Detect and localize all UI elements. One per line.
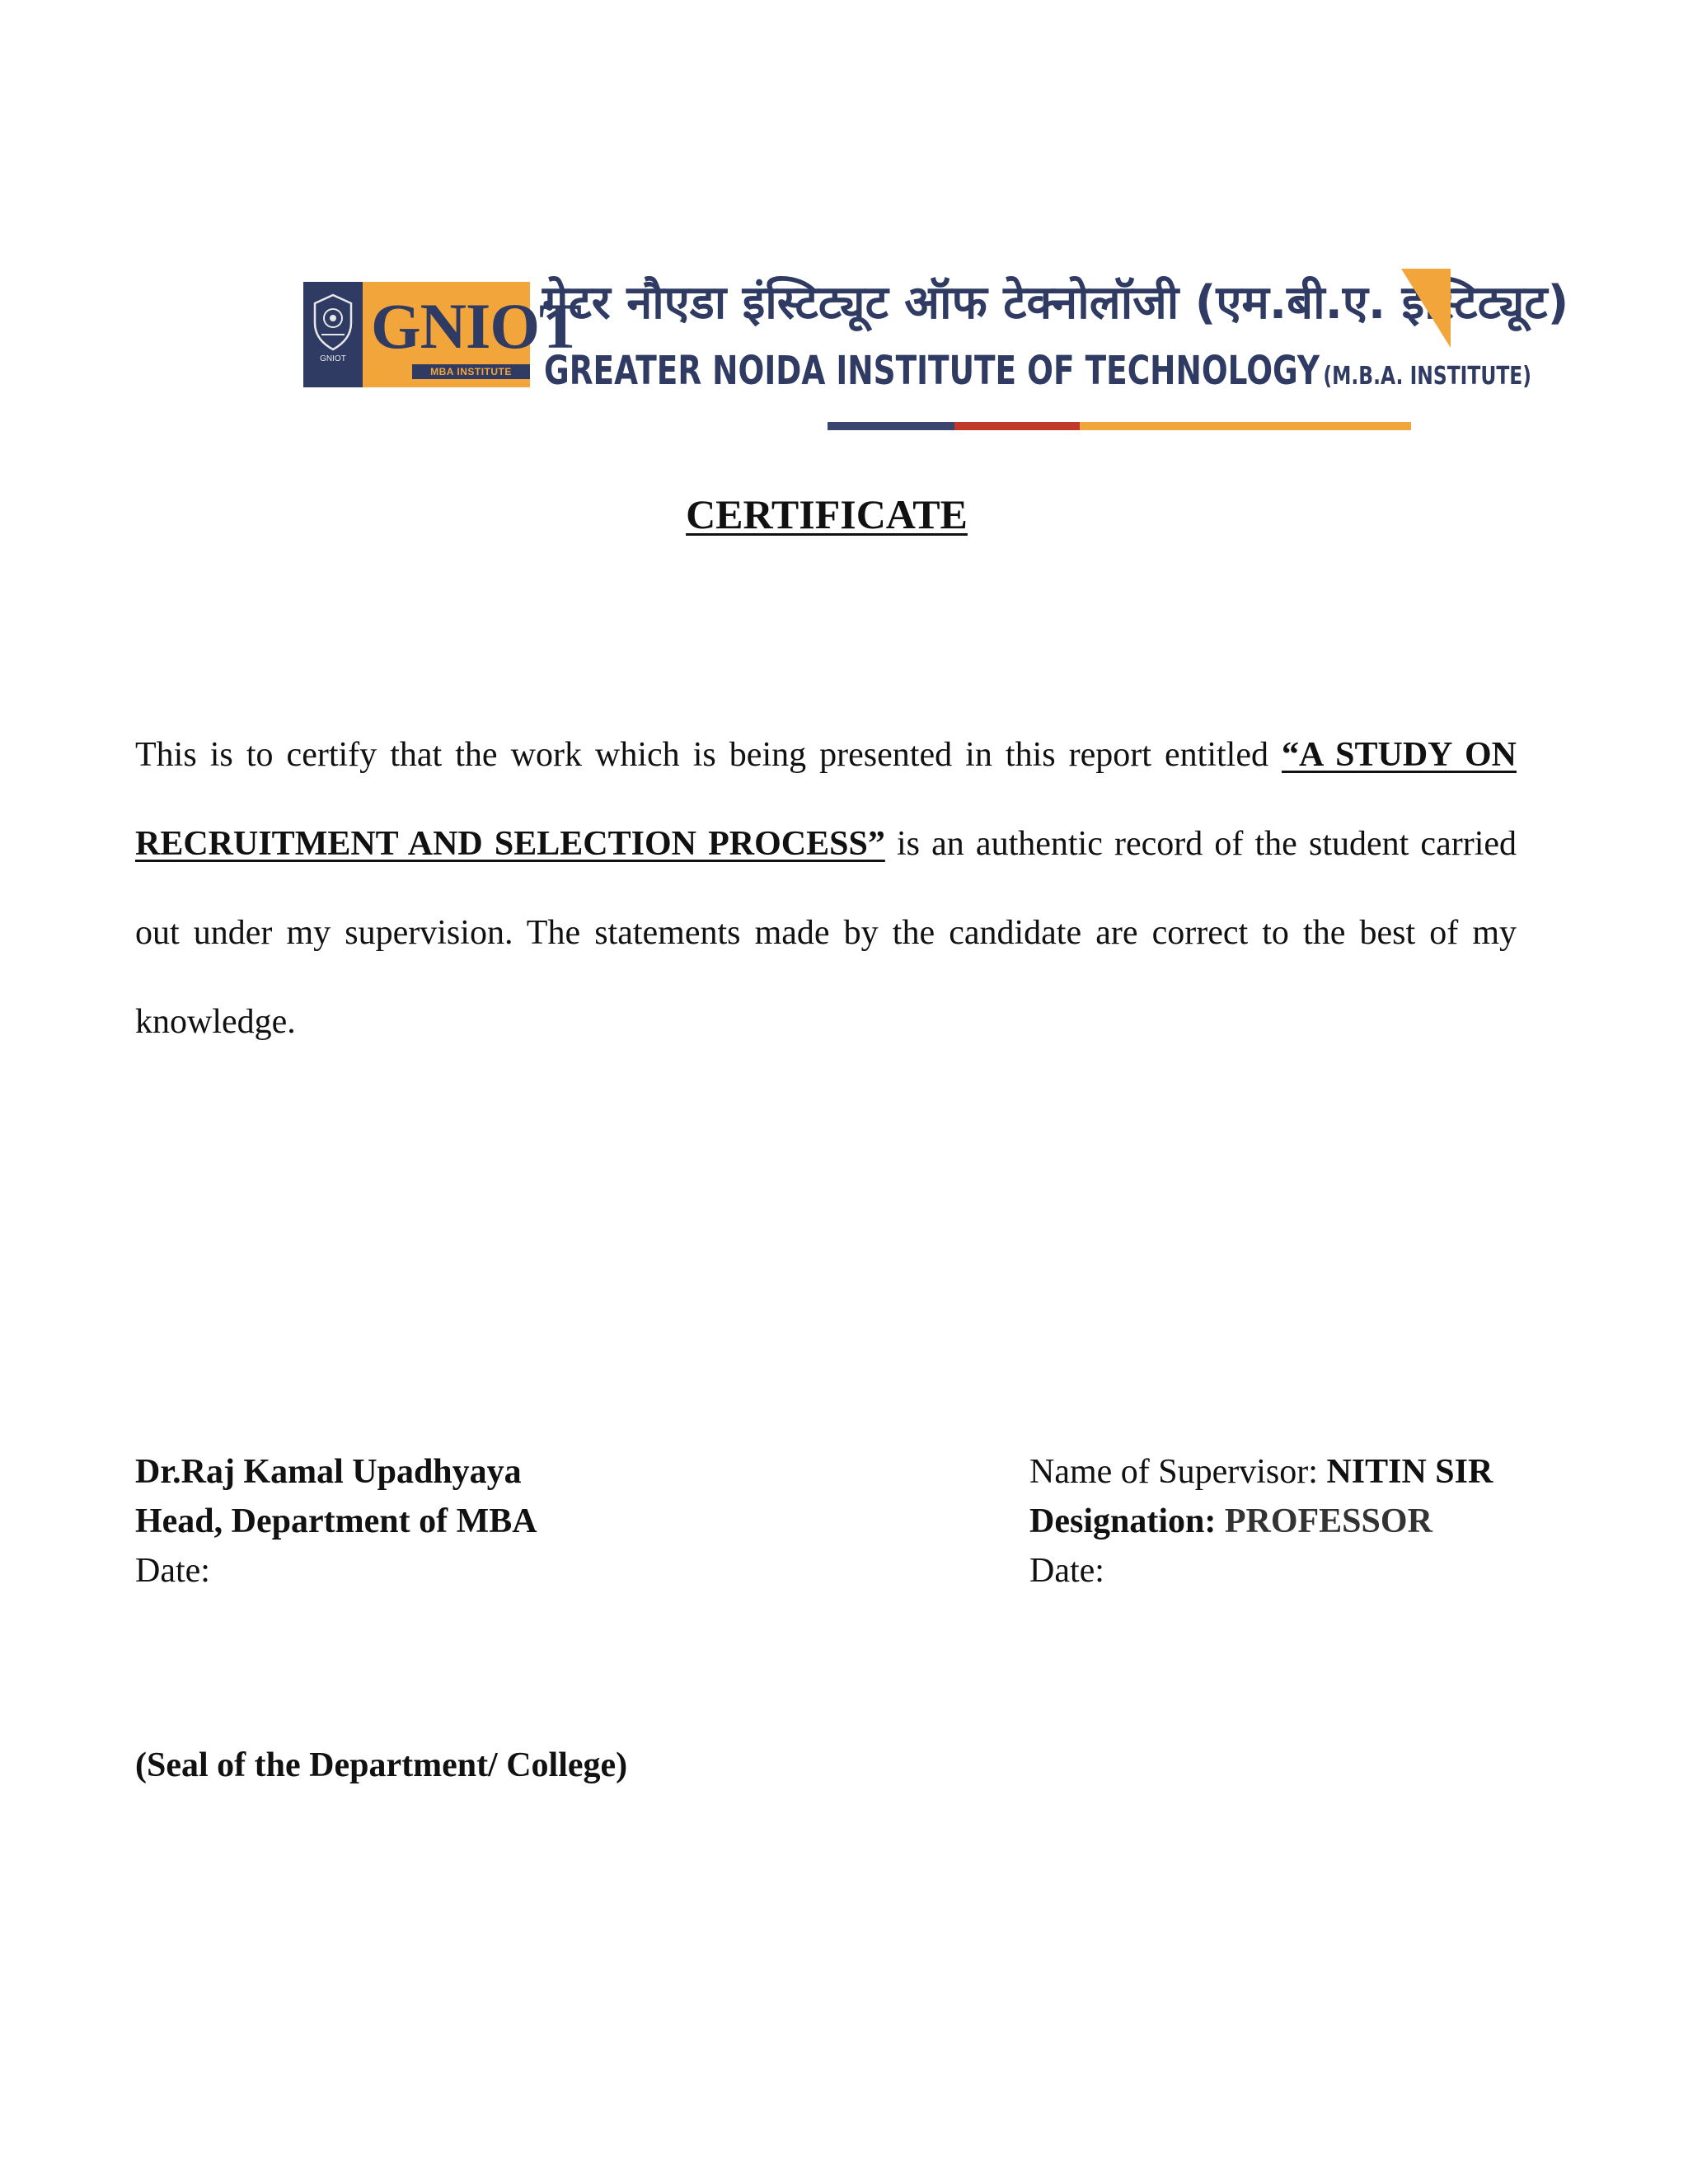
banner-corner-accent [1401,269,1451,348]
paragraph-tail: is an authentic record of the student carried out under my supervision. The statements made by the candidate are correct to the best of my knowledge. [135,825,1517,1041]
institute-name-english-line [544,346,1531,401]
designation-line [1029,1497,1672,1546]
hod-date-label: Date: [135,1552,210,1590]
supervisor-signature-block [1029,1447,1672,1596]
institute-name-hindi: ग्रेटर नौएडा इंस्टिट्यूट ऑफ टेक्नोलॉजी (एम.बी.ए. इंस्टिट्यूट) [542,276,1569,330]
crest-label: GNIOT [320,354,346,363]
paragraph-lead: This is to certify that the work which is being presented in this report entitled [135,736,1282,774]
supervisor-name: NITIN SIR [1326,1453,1493,1491]
banner-stripe-red [954,422,1080,430]
crest-icon [312,293,354,351]
hod-role: Head, Department of MBA [135,1502,537,1540]
report-title: “A STUDY ON RECRUITMENT AND SELECTION PROCESS” [135,736,1517,863]
logo-word-panel [363,282,582,387]
certificate-title [0,490,1653,539]
seal-caption: (Seal of the Department/ College) [135,1746,628,1784]
designation-label: Designation: [1029,1502,1225,1540]
institute-name-english: GREATER NOIDA INSTITUTE OF TECHNOLOGY [544,348,1320,394]
hod-name: Dr.Raj Kamal Upadhyaya [135,1453,522,1491]
supervisor-line [1029,1447,1672,1497]
gniot-logo [303,282,582,387]
hod-signature-block [135,1447,877,1596]
banner-stripe-navy [828,422,954,430]
logo-subtitle: MBA INSTITUTE [430,366,512,377]
logo-wordmark: GNIOT [371,290,582,362]
designation-value: PROFESSOR [1224,1502,1432,1540]
institute-banner [303,269,1569,440]
logo-crest-panel [303,282,363,387]
certification-paragraph [135,710,1517,1066]
banner-stripe-gold [1080,422,1411,430]
supervisor-label: Name of Supervisor: [1029,1453,1327,1491]
supervisor-date-label: Date: [1029,1552,1104,1590]
certificate-title-text: CERTIFICATE [686,491,968,537]
institute-name-suffix: (M.B.A. INSTITUTE) [1323,362,1531,391]
